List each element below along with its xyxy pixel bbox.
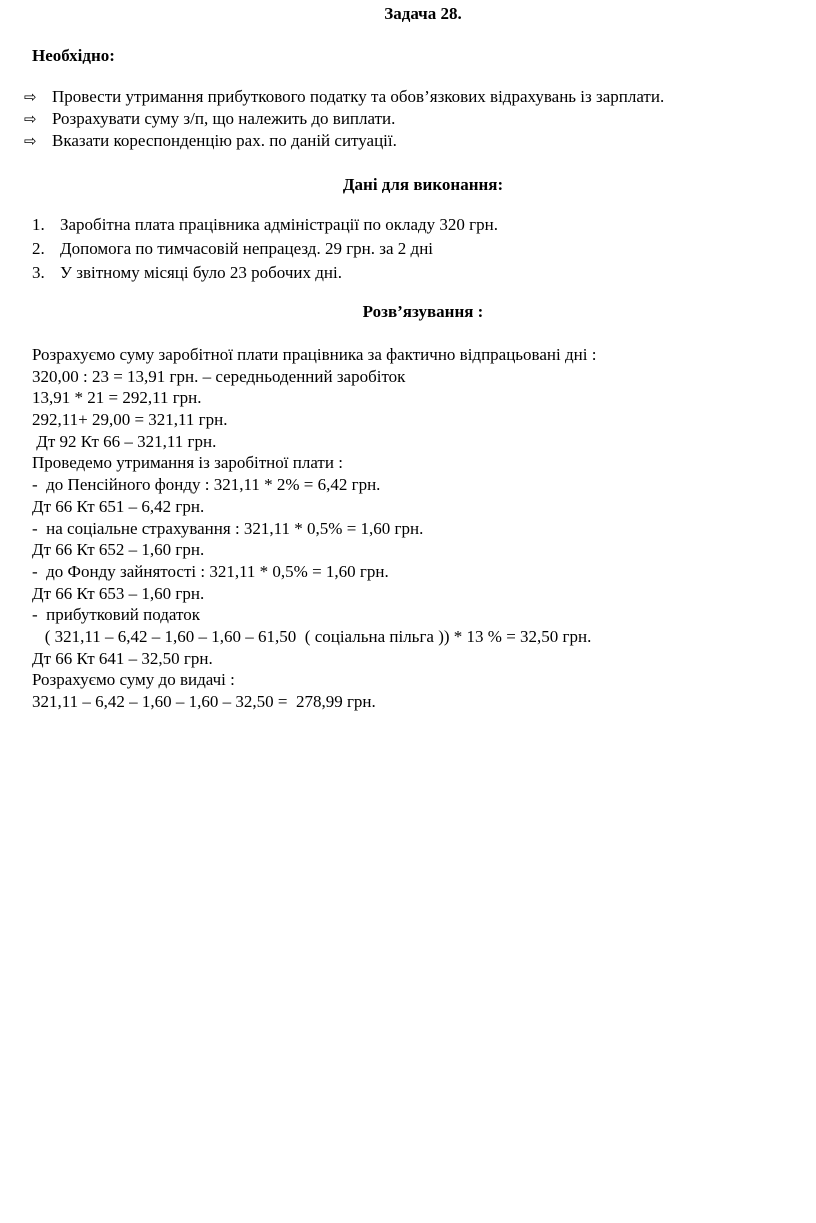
item-text: Допомога по тимчасовій непрацезд. 29 грн. за 2 дні bbox=[60, 239, 434, 258]
requirements-list bbox=[24, 86, 664, 152]
input-data-item bbox=[32, 261, 498, 285]
solution-line: 321,11 – 6,42 – 1,60 – 1,60 – 32,50 = 278,99 грн. bbox=[32, 692, 376, 711]
solution-line: ( 321,11 – 6,42 – 1,60 – 1,60 – 61,50 ( соціальна пільга )) * 13 % = 32,50 грн. bbox=[32, 626, 592, 646]
hollow-right-arrow-icon: ⇨ bbox=[24, 88, 37, 106]
solution-line: Дт 66 Кт 653 – 1,60 грн. bbox=[32, 583, 205, 603]
input-data-heading: Дані для виконання: bbox=[342, 175, 504, 194]
solution-line: 320,00 : 23 = 13,91 грн. – середньоденний заробіток bbox=[32, 366, 406, 386]
solution-line: Проведемо утримання із заробітної плати : bbox=[32, 453, 343, 473]
solution-line: 292,11+ 29,00 = 321,11 грн. bbox=[32, 410, 228, 430]
solution-line: Дт 66 Кт 651 – 6,42 грн. bbox=[32, 496, 205, 516]
solution-line: - до Фонду зайнятості : 321,11 * 0,5% = 1,60 грн. bbox=[32, 561, 389, 581]
solution-line: Дт 92 Кт 66 – 321,11 грн. bbox=[32, 431, 217, 451]
item-text: У звітному місяці було 23 робочих дні. bbox=[60, 263, 342, 282]
requirement-item bbox=[24, 108, 664, 130]
requirement-text: Вказати кореспонденцію рах. по даній ситуації. bbox=[52, 131, 397, 150]
solution-line: Дт 66 Кт 652 – 1,60 грн. bbox=[32, 540, 205, 560]
solution-line: Розрахуємо суму до видачі : bbox=[32, 670, 235, 690]
solution-line: - до Пенсійного фонду : 321,11 * 2% = 6,42 грн. bbox=[32, 475, 381, 495]
hollow-right-arrow-icon: ⇨ bbox=[24, 110, 37, 128]
task-title: Задача 28. bbox=[384, 4, 462, 23]
item-number: 3. bbox=[32, 263, 45, 282]
hollow-right-arrow-icon: ⇨ bbox=[24, 132, 37, 150]
requirement-item bbox=[24, 130, 664, 152]
requirement-text: Провести утримання прибуткового податку та обов’язкових відрахувань із зарплати. bbox=[52, 87, 665, 106]
input-data-item bbox=[32, 213, 498, 237]
item-number: 1. bbox=[32, 215, 45, 234]
input-data-item bbox=[32, 237, 498, 261]
solution-body bbox=[32, 344, 596, 713]
item-text: Заробітна плата працівника адміністрації по окладу 320 грн. bbox=[60, 215, 498, 234]
solution-line: 13,91 * 21 = 292,11 грн. bbox=[32, 388, 202, 408]
solution-heading: Розв’язування : bbox=[362, 302, 484, 321]
input-data-list bbox=[32, 213, 498, 285]
requirement-item bbox=[24, 86, 664, 108]
solution-line: - на соціальне страхування : 321,11 * 0,5% = 1,60 грн. bbox=[32, 518, 424, 538]
solution-line: - прибутковий податок bbox=[32, 605, 200, 625]
solution-line: Розрахуємо суму заробітної плати працівника за фактично відпрацьовані дні : bbox=[32, 345, 597, 364]
requirement-text: Розрахувати суму з/п, що належить до виплати. bbox=[52, 109, 396, 128]
solution-line: Дт 66 Кт 641 – 32,50 грн. bbox=[32, 648, 213, 668]
required-heading: Необхідно: bbox=[32, 46, 115, 65]
item-number: 2. bbox=[32, 239, 45, 258]
